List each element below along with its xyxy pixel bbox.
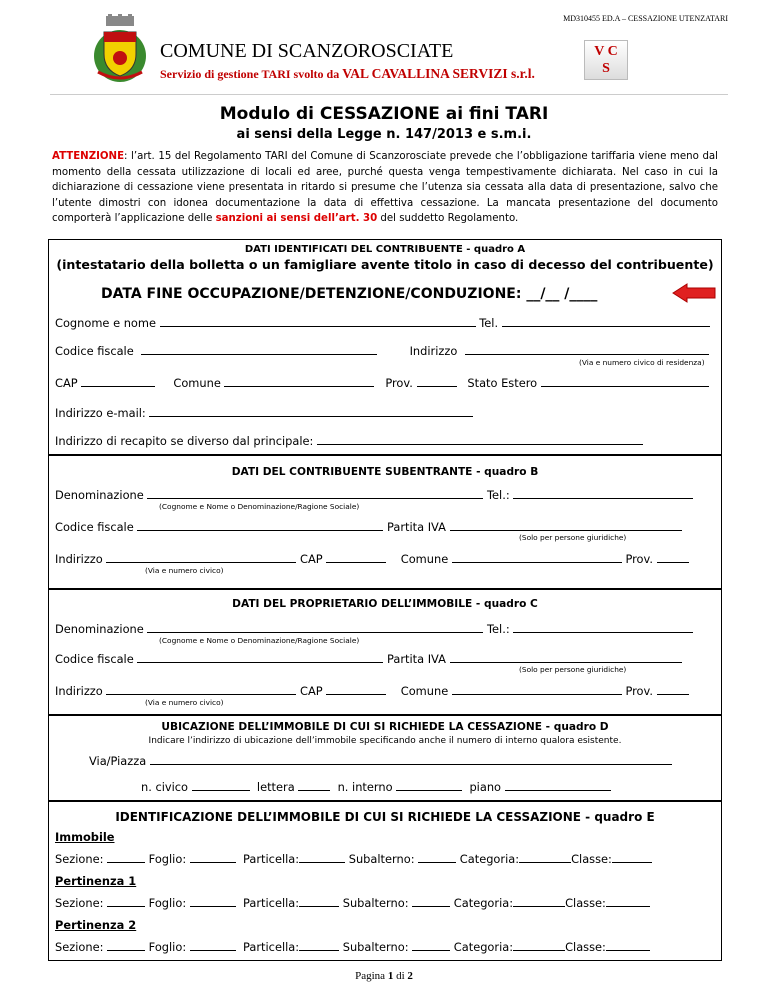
cap-row[interactable] — [55, 376, 709, 390]
subalterno-label: Subalterno: — [348, 852, 415, 866]
via-row[interactable] — [89, 754, 672, 768]
b-cap-label: CAP — [300, 552, 323, 566]
civico-label: n. civico — [141, 780, 189, 794]
c-prov-label: Prov. — [625, 684, 653, 698]
footer-pagina: Pagina — [355, 970, 388, 982]
tel-label: Tel. — [479, 316, 499, 330]
subalterno-label: Subalterno: — [342, 896, 409, 910]
b-prov-label: Prov. — [625, 552, 653, 566]
red-arrow-icon — [671, 283, 717, 307]
classe-label: Classe: — [571, 852, 612, 866]
quadro-e — [48, 801, 722, 961]
c-cf-row[interactable] — [55, 652, 682, 666]
categoria-label: Categoria: — [453, 896, 514, 910]
b-piva-note: (Solo per persone giuridiche) — [519, 533, 627, 542]
codice-fiscale-row[interactable] — [55, 344, 709, 358]
sezione-label: Sezione: — [55, 852, 104, 866]
c-denominazione-row[interactable] — [55, 622, 693, 636]
recapito-label: Indirizzo di recapito se diverso dal principale: — [55, 434, 314, 448]
quadro-d-note: Indicare l’indirizzo di ubicazione dell’immobile specificando anche il numero di interno qualora esistente. — [148, 736, 622, 746]
cognome-label: Cognome e nome — [55, 316, 156, 330]
comune-label: Comune — [173, 376, 221, 390]
sezione-label: Sezione: — [55, 896, 104, 910]
interno-label: n. interno — [337, 780, 393, 794]
document-code: MD310455 ED.A – CESSAZIONE UTENZATARI — [563, 14, 728, 23]
c-piva-note: (Solo per persone giuridiche) — [519, 665, 627, 674]
sezione-label: Sezione: — [55, 940, 104, 954]
classe-label: Classe: — [565, 940, 606, 954]
b-cf-row[interactable] — [55, 520, 682, 534]
c-indirizzo-label: Indirizzo — [55, 684, 103, 698]
data-fine-field[interactable]: DATA FINE OCCUPAZIONE/DETENZIONE/CONDUZIONE: __/__ /____ — [101, 286, 598, 302]
quadro-a — [48, 239, 722, 455]
foglio-label: Foglio: — [148, 896, 187, 910]
page-title: Modulo di CESSAZIONE ai fini TARI — [219, 104, 549, 124]
vcs-logo — [584, 40, 628, 80]
intro-text-1: : l’art. 15 del Regolamento TARI del Comune di Scanzorosciate prevede che l’obbligazione tariffaria viene meno dal momento della cessata utilizzazione di locali ed aree, purché questa venga tempestivamente dichiarata. Nel caso in cui la dichiarazione di cessazione viene presentata in ritardo si presume che l’utenza sia cessata alla data di presentazione, salvo che l’utente dimostri con idonea documentazione la data di effettiva cessazione. La mancata presentazione del documento comporterà l’applicazione delle — [52, 151, 718, 225]
quadro-c — [48, 589, 722, 715]
sanzioni-text: sanzioni ai sensi dell’art. 30 — [215, 213, 378, 225]
c-indirizzo-row[interactable] — [55, 684, 689, 698]
quadro-c-heading: DATI DEL PROPRIETARIO DELL’IMMOBILE - quadro C — [232, 598, 538, 610]
cf-label: Codice fiscale — [55, 344, 134, 358]
quadro-d — [48, 715, 722, 801]
comune-name: COMUNE DI SCANZOROSCIATE — [160, 40, 454, 62]
c-piva-label: Partita IVA — [386, 652, 446, 666]
via-label: Via/Piazza — [89, 754, 147, 768]
immobile-label: Immobile — [55, 830, 115, 844]
servizio-prefix: Servizio di gestione TARI svolto da — [160, 67, 343, 81]
b-denominazione-row[interactable] — [55, 488, 693, 502]
cap-label: CAP — [55, 376, 78, 390]
b-indirizzo-label: Indirizzo — [55, 552, 103, 566]
lettera-label: lettera — [256, 780, 295, 794]
c-denominazione-label: Denominazione — [55, 622, 144, 636]
logo-line1: V C — [594, 44, 618, 59]
b-tel-label: Tel.: — [487, 488, 510, 502]
quadro-d-heading: UBICAZIONE DELL’IMMOBILE DI CUI SI RICHIEDE LA CESSAZIONE - quadro D — [161, 721, 609, 733]
indirizzo-label: Indirizzo — [409, 344, 458, 358]
stato-estero-label: Stato Estero — [467, 376, 538, 390]
attention-label: ATTENZIONE — [52, 151, 125, 162]
categoria-label: Categoria: — [453, 940, 514, 954]
prov-label: Prov. — [385, 376, 413, 390]
intro-text-2: del suddetto Regolamento. — [377, 213, 519, 225]
quadro-a-subheading: (intestatario della bolletta o un famigliare avente titolo in caso di decesso del contribuente) — [56, 257, 714, 272]
c-tel-label: Tel.: — [487, 622, 510, 636]
logo-line2: S — [602, 61, 610, 76]
pertinenza-2-row[interactable] — [55, 940, 650, 954]
b-denominazione-note: (Cognome e Nome o Denominazione/Ragione Sociale) — [159, 502, 360, 511]
servizio-company: VAL CAVALLINA SERVIZI s.r.l. — [342, 66, 535, 81]
b-cf-label: Codice fiscale — [55, 520, 134, 534]
footer-page-number: 1 — [387, 970, 394, 982]
footer-page-total: 2 — [407, 970, 413, 982]
cognome-row[interactable] — [55, 316, 710, 330]
b-piva-label: Partita IVA — [386, 520, 446, 534]
particella-label: Particella: — [243, 940, 300, 954]
pertinenza-1-row[interactable] — [55, 896, 650, 910]
servizio-line — [160, 66, 535, 82]
piano-label: piano — [469, 780, 502, 794]
email-row[interactable] — [55, 406, 473, 420]
c-comune-label: Comune — [400, 684, 449, 698]
page-footer — [0, 970, 768, 982]
header-divider — [50, 94, 728, 95]
pertinenza-1-label: Pertinenza 1 — [55, 874, 137, 888]
recapito-row[interactable] — [55, 434, 643, 448]
page-subtitle: ai sensi della Legge n. 147/2013 e s.m.i. — [236, 127, 532, 142]
pertinenza-2-label: Pertinenza 2 — [55, 918, 137, 932]
email-label: Indirizzo e-mail: — [55, 406, 146, 420]
classe-label: Classe: — [565, 896, 606, 910]
immobile-row[interactable] — [55, 852, 652, 866]
civico-row[interactable] — [141, 780, 611, 794]
b-indirizzo-note: (Via e numero civico) — [145, 566, 224, 575]
foglio-label: Foglio: — [148, 852, 187, 866]
b-denominazione-label: Denominazione — [55, 488, 144, 502]
c-indirizzo-note: (Via e numero civico) — [145, 698, 224, 707]
b-comune-label: Comune — [400, 552, 449, 566]
categoria-label: Categoria: — [459, 852, 520, 866]
quadro-b-heading: DATI DEL CONTRIBUENTE SUBENTRANTE - quadro B — [231, 466, 539, 478]
intro-paragraph — [52, 149, 718, 227]
indirizzo-note: (Via e numero civico di residenza) — [579, 358, 705, 367]
particella-label: Particella: — [243, 852, 300, 866]
quadro-e-heading: IDENTIFICAZIONE DELL’IMMOBILE DI CUI SI RICHIEDE LA CESSAZIONE - quadro E — [115, 810, 655, 824]
b-indirizzo-row[interactable] — [55, 552, 689, 566]
c-denominazione-note: (Cognome e Nome o Denominazione/Ragione Sociale) — [159, 636, 360, 645]
c-cf-label: Codice fiscale — [55, 652, 134, 666]
particella-label: Particella: — [243, 896, 300, 910]
subalterno-label: Subalterno: — [342, 940, 409, 954]
c-cap-label: CAP — [300, 684, 323, 698]
foglio-label: Foglio: — [148, 940, 187, 954]
quadro-a-heading: DATI IDENTIFICATI DEL CONTRIBUENTE - quadro A — [244, 244, 526, 255]
crest-icon — [90, 14, 150, 84]
footer-di: di — [393, 970, 408, 982]
quadro-b — [48, 455, 722, 589]
